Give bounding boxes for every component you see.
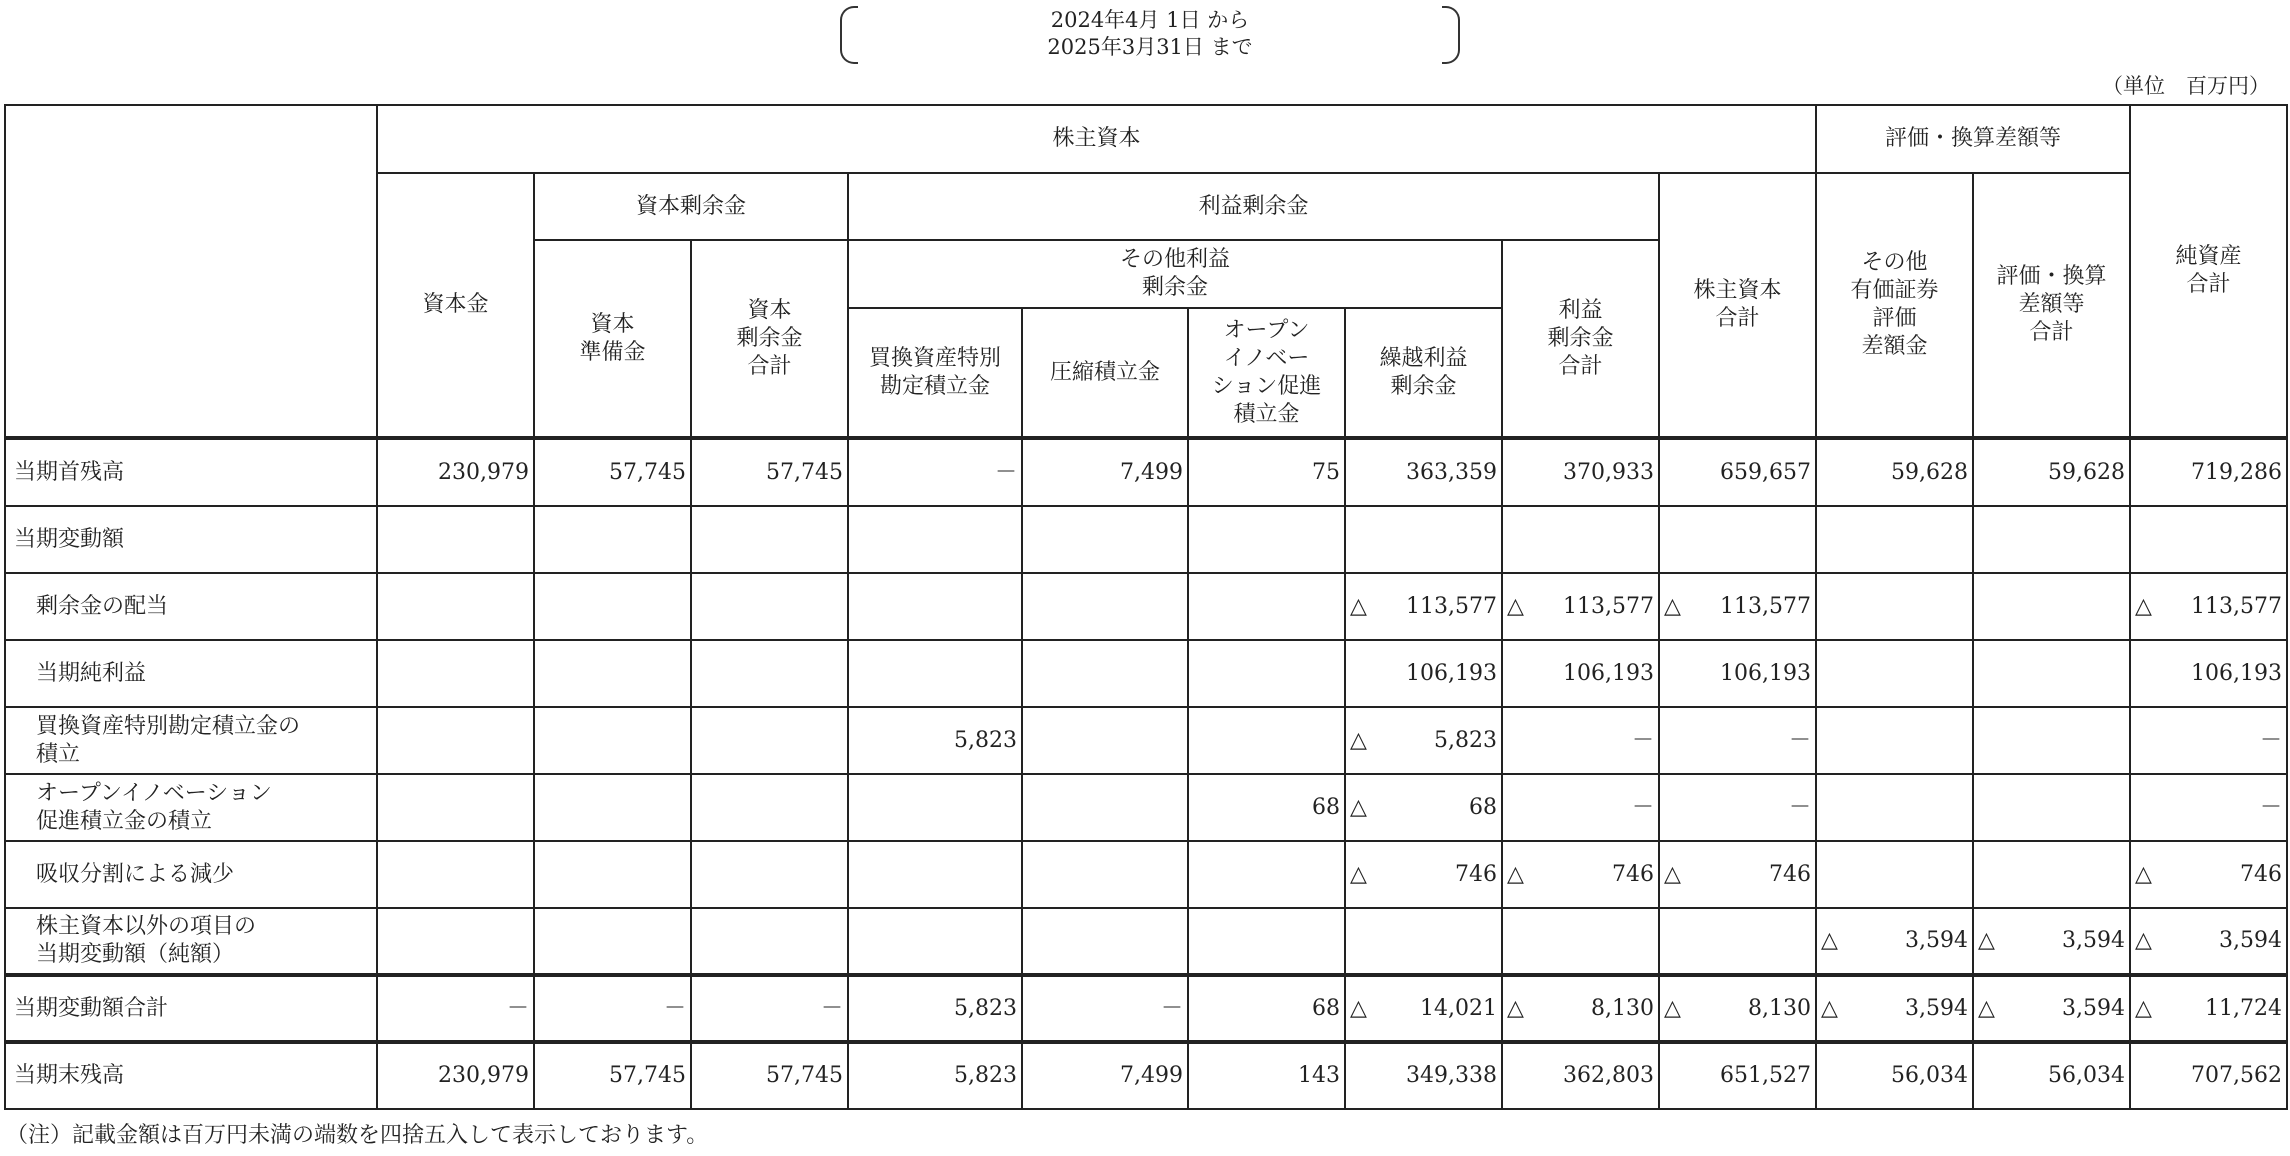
value-cell [691,506,848,573]
negative-marker: △ [1664,593,1681,619]
value-cell [1345,506,1502,573]
value-cell: 106,193 [1345,640,1502,707]
header-capital-stock: 資本金 [377,173,534,438]
value-cell [377,640,534,707]
value-cell: － [1502,707,1659,774]
header-valuation-adjustments: 評価・換算差額等 [1816,105,2130,173]
value-cell: 5,823 [848,707,1022,774]
value-cell: 7,499 [1022,1042,1188,1109]
value-cell: － [848,438,1022,506]
value-cell: － [1022,975,1188,1042]
value-cell [534,908,691,975]
value-cell [1345,774,1502,841]
cell-value: 746 [1769,861,1811,887]
value-cell [1659,841,1816,908]
negative-marker: △ [2135,928,2152,953]
value-cell [377,506,534,573]
cell-value: 3,594 [2219,928,2283,953]
header-shareholders-equity-total: 株主資本 合計 [1659,173,1816,438]
cell-value: 3,594 [1905,995,1968,1021]
row-label: 当期純利益 [5,640,377,707]
value-cell: 230,979 [377,1042,534,1109]
value-cell [1659,573,1816,640]
row-label: 当期変動額 [5,506,377,573]
value-cell: 143 [1188,1042,1345,1109]
value-cell [2130,908,2287,975]
header-securities-valuation-difference: その他 有価証券 評価 差額金 [1816,173,1973,438]
negative-marker: △ [1507,593,1524,619]
table-row [5,908,2287,975]
header-retained-earnings-brought-forward: 繰越利益 剰余金 [1345,308,1502,438]
value-cell [2130,975,2287,1042]
value-cell [1022,908,1188,975]
value-cell [1816,774,1973,841]
value-cell [1973,640,2130,707]
header-open-innovation-reserve: オープン イノベー ション促進 積立金 [1188,308,1345,438]
value-cell: 56,034 [1816,1042,1973,1109]
value-cell [534,707,691,774]
cell-value: 746 [1455,861,1497,887]
header-other-retained-earnings: その他利益 剰余金 [848,240,1502,308]
value-cell: 707,562 [2130,1042,2287,1109]
negative-marker: △ [1350,995,1367,1021]
cell-value: 3,594 [2062,928,2126,953]
value-cell: － [2130,707,2287,774]
value-cell: 68 [1188,975,1345,1042]
cell-value: 746 [2240,861,2283,887]
value-cell [691,707,848,774]
negative-marker: △ [1978,995,1995,1021]
value-cell [1816,908,1973,975]
value-cell: － [2130,774,2287,841]
unit-label: （単位 百万円） [2102,74,2270,98]
negative-marker: △ [1350,593,1367,619]
negative-marker: △ [1664,995,1681,1021]
header-capital-reserve: 資本 準備金 [534,240,691,438]
value-cell: 5,823 [848,975,1022,1042]
cell-value: 3,594 [2062,995,2126,1021]
value-cell [1659,908,1816,975]
value-cell [1188,506,1345,573]
row-label: 当期末残高 [5,1042,377,1109]
cell-value: 8,130 [1748,995,1811,1021]
value-cell [2130,573,2287,640]
value-cell [1345,908,1502,975]
negative-marker: △ [1821,995,1838,1021]
value-cell: 59,628 [1816,438,1973,506]
negative-marker: △ [2135,593,2152,619]
period-end: 2025年3月31日 まで [1047,35,1253,59]
value-cell [377,841,534,908]
value-cell [1022,573,1188,640]
value-cell [1973,707,2130,774]
negative-marker: △ [1507,861,1524,887]
negative-marker: △ [1821,928,1838,953]
value-cell: 57,745 [691,438,848,506]
value-cell [1973,841,2130,908]
value-cell [1188,573,1345,640]
table-row [5,707,2287,774]
row-label: オープンイノベーション 促進積立金の積立 [5,774,377,841]
header-compression-reserve: 圧縮積立金 [1022,308,1188,438]
negative-marker: △ [1507,995,1524,1021]
value-cell: 106,193 [1659,640,1816,707]
value-cell [377,908,534,975]
value-cell: 106,193 [2130,640,2287,707]
value-cell [1973,506,2130,573]
equity-changes-table [4,104,2288,1110]
value-cell: 362,803 [1502,1042,1659,1109]
value-cell [1502,841,1659,908]
row-label: 買換資産特別勘定積立金の 積立 [5,707,377,774]
header-replacement-property-reserve: 買換資産特別 勘定積立金 [848,308,1022,438]
value-cell: 659,657 [1659,438,1816,506]
value-cell [534,506,691,573]
value-cell [1816,640,1973,707]
value-cell [1973,975,2130,1042]
row-label: 当期首残高 [5,438,377,506]
value-cell [1973,774,2130,841]
cell-value: 113,577 [2191,593,2283,619]
header-retained-earnings: 利益剰余金 [848,173,1659,240]
value-cell [1345,841,1502,908]
value-cell: 57,745 [691,1042,848,1109]
value-cell: － [1502,774,1659,841]
negative-marker: △ [1350,861,1367,887]
value-cell [1502,908,1659,975]
value-cell [1502,506,1659,573]
value-cell: － [1659,707,1816,774]
value-cell [1345,573,1502,640]
negative-marker: △ [1978,928,1995,953]
table-row [5,573,2287,640]
value-cell [1188,707,1345,774]
value-cell [848,774,1022,841]
value-cell [691,774,848,841]
table-row [5,1042,2287,1109]
value-cell [848,640,1022,707]
value-cell: － [691,975,848,1042]
value-cell [691,908,848,975]
value-cell [377,774,534,841]
value-cell [1345,707,1502,774]
corner-cell [5,105,377,438]
value-cell: 5,823 [848,1042,1022,1109]
negative-marker: △ [2135,861,2152,887]
value-cell [848,573,1022,640]
value-cell: 230,979 [377,438,534,506]
value-cell: 106,193 [1502,640,1659,707]
value-cell [1022,707,1188,774]
row-label: 吸収分割による減少 [5,841,377,908]
header-valuation-adjustments-total: 評価・換算 差額等 合計 [1973,173,2130,438]
table-row [5,438,2287,506]
value-cell [1816,841,1973,908]
value-cell [691,573,848,640]
value-cell [1188,841,1345,908]
value-cell: 59,628 [1973,438,2130,506]
value-cell [848,841,1022,908]
cell-value: 113,577 [1563,593,1654,619]
value-cell [1816,506,1973,573]
value-cell [1022,774,1188,841]
value-cell [1502,975,1659,1042]
value-cell: － [377,975,534,1042]
value-cell [1816,707,1973,774]
value-cell [1345,975,1502,1042]
value-cell: － [534,975,691,1042]
row-label: 剰余金の配当 [5,573,377,640]
header-capital-surplus: 資本剰余金 [534,173,848,240]
value-cell [1816,573,1973,640]
value-cell: 57,745 [534,1042,691,1109]
value-cell [691,640,848,707]
value-cell: － [1659,774,1816,841]
value-cell: 349,338 [1345,1042,1502,1109]
value-cell [377,707,534,774]
value-cell [534,841,691,908]
value-cell [2130,841,2287,908]
value-cell: 370,933 [1502,438,1659,506]
value-cell [534,774,691,841]
value-cell: 56,034 [1973,1042,2130,1109]
value-cell: 719,286 [2130,438,2287,506]
fiscal-period [840,2,1460,62]
negative-marker: △ [2135,995,2152,1021]
negative-marker: △ [1350,794,1367,820]
value-cell [1973,573,2130,640]
value-cell [848,908,1022,975]
value-cell [2130,506,2287,573]
value-cell: 651,527 [1659,1042,1816,1109]
value-cell [534,640,691,707]
cell-value: 113,577 [1406,593,1497,619]
value-cell [1188,640,1345,707]
value-cell [1502,573,1659,640]
value-cell [1022,841,1188,908]
value-cell [1659,506,1816,573]
value-cell [377,573,534,640]
cell-value: 8,130 [1591,995,1654,1021]
header-shareholders-equity: 株主資本 [377,105,1816,173]
table-row [5,506,2287,573]
table-row [5,841,2287,908]
value-cell: 75 [1188,438,1345,506]
value-cell [1973,908,2130,975]
header-retained-earnings-total: 利益 剰余金 合計 [1502,240,1659,438]
cell-value: 5,823 [1434,727,1497,753]
value-cell: 363,359 [1345,438,1502,506]
period-start: 2024年4月 1日 から [1050,8,1250,32]
cell-value: 68 [1469,794,1497,820]
header-capital-surplus-total: 資本 剰余金 合計 [691,240,848,438]
footnote: （注）記載金額は百万円未満の端数を四捨五入して表示しております。 [6,1123,709,1148]
value-cell [848,506,1022,573]
value-cell [1816,975,1973,1042]
cell-value: 113,577 [1720,593,1811,619]
cell-value: 14,021 [1420,995,1497,1021]
header-net-assets-total: 純資産 合計 [2130,105,2287,438]
cell-value: 746 [1612,861,1654,887]
row-label: 株主資本以外の項目の 当期変動額（純額） [5,908,377,975]
value-cell [1659,975,1816,1042]
value-cell: 68 [1188,774,1345,841]
value-cell [1022,506,1188,573]
value-cell [1188,908,1345,975]
negative-marker: △ [1350,727,1367,753]
value-cell: 57,745 [534,438,691,506]
cell-value: 3,594 [1905,928,1968,953]
table-row [5,774,2287,841]
table-row [5,975,2287,1042]
negative-marker: △ [1664,861,1681,887]
value-cell [691,841,848,908]
value-cell: 7,499 [1022,438,1188,506]
cell-value: 11,724 [2205,995,2283,1021]
value-cell [1022,640,1188,707]
table-row [5,640,2287,707]
row-label: 当期変動額合計 [5,975,377,1042]
value-cell [534,573,691,640]
